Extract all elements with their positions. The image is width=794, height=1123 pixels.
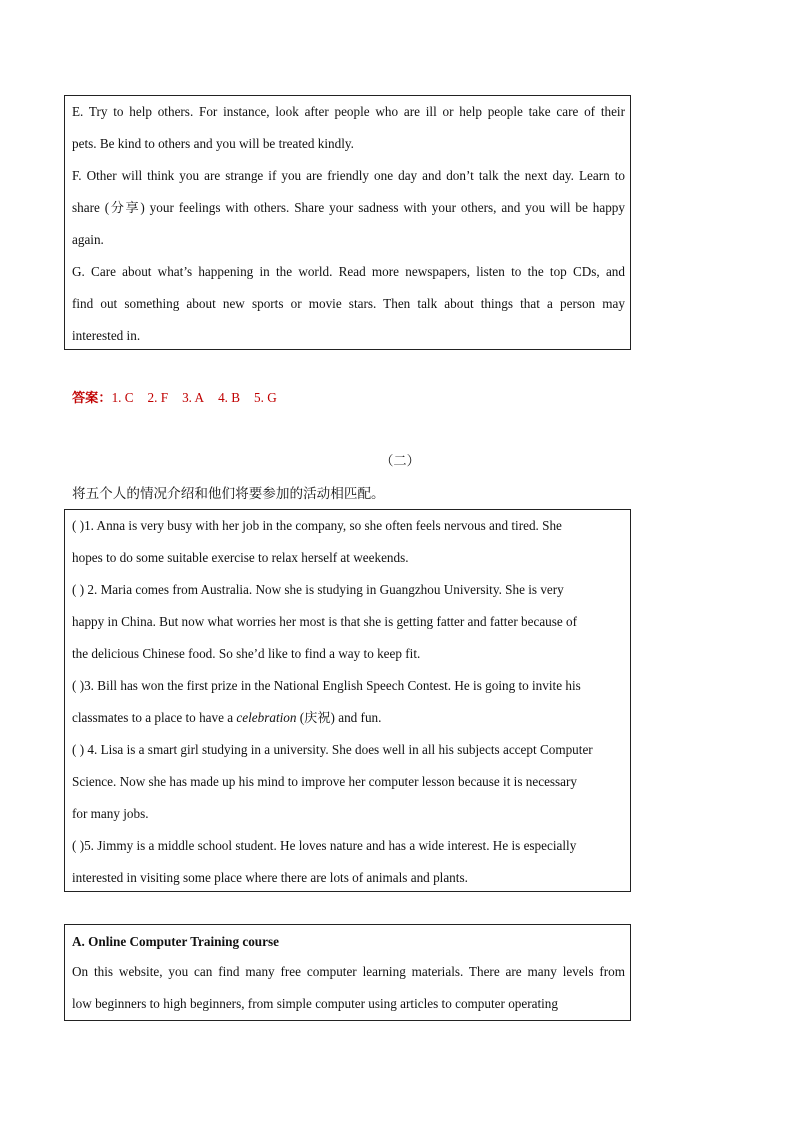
tip-e-line-2: pets. Be kind to others and you will be treated kindly. (72, 136, 354, 151)
person-3-line-1: ( )3. Bill has won the first prize in the National English Speech Contest. He is going to invite his (72, 678, 581, 693)
activity-a-title: A. Online Computer Training course (72, 934, 279, 949)
person-5-line-1: ( )5. Jimmy is a middle school student. He loves nature and has a wide interest. He is especially (72, 838, 577, 853)
answer-line (72, 382, 291, 414)
answer-item: 2. F (147, 390, 169, 405)
person-2-line-3: the delicious Chinese food. So she’d like to find a way to keep fit. (72, 646, 421, 661)
tip-e-line-1: E. Try to help others. For instance, look after people who are ill or help people take care of their (72, 104, 625, 119)
section-number-text: （二） (380, 453, 420, 468)
person-3-line-2-post: (庆祝) and fun. (296, 710, 382, 725)
person-4-line-2: Science. Now she has made up his mind to improve her computer lesson because it is necessary (72, 774, 578, 789)
answer-label: 答案： (72, 390, 112, 405)
section-instruction: 将五个人的情况介绍和他们将要参加的活动相匹配。 (72, 486, 385, 501)
person-1-line-2: hopes to do some suitable exercise to relax herself at weekends. (72, 550, 409, 565)
answer-item: 4. B (218, 390, 241, 405)
answer-item: 3. A (182, 390, 205, 405)
person-4-line-1: ( ) 4. Lisa is a smart girl studying in a university. She does well in all his subjects accept Computer (72, 742, 593, 757)
person-4-line-3: for many jobs. (72, 806, 149, 821)
section-number (0, 447, 794, 475)
tip-f-line-3: again. (72, 232, 104, 247)
person-2-line-1: ( ) 2. Maria comes from Australia. Now she is studying in Guangzhou University. She is very (72, 582, 564, 597)
text-box-activity-a (64, 924, 631, 1021)
activity-a-line-2: low beginners to high beginners, from simple computer using articles to computer operating (72, 996, 558, 1011)
tip-g-line-2: find out something about new sports or movie stars. Then talk about things that a person may (72, 296, 625, 311)
answer-item: 1. C (111, 390, 134, 405)
celebration-word: celebration (236, 710, 297, 725)
tip-f-line-1: F. Other will think you are strange if you are friendly one day and don’t talk the next day. Learn to (72, 168, 625, 183)
person-3-line-2 (72, 702, 625, 734)
tip-g-line-3: interested in. (72, 328, 141, 343)
tip-g-line-1: G. Care about what’s happening in the world. Read more newspapers, listen to the top CDs, and (72, 264, 625, 279)
text-box-tips (64, 95, 631, 350)
person-1-line-1: ( )1. Anna is very busy with her job in the company, so she often feels nervous and tired. She (72, 518, 562, 533)
answer-item: 5. G (254, 390, 277, 405)
text-box-people (64, 509, 631, 892)
person-5-line-2: interested in visiting some place where there are lots of animals and plants. (72, 870, 468, 885)
person-3-line-2-pre: classmates to a place to have a (72, 710, 237, 725)
tip-f-line-2: share (分享) your feelings with others. Share your sadness with your others, and you will be happy (72, 200, 625, 215)
activity-a-line-1: On this website, you can find many free computer learning materials. There are many levels from (72, 964, 625, 979)
person-2-line-2: happy in China. But now what worries her most is that she is getting fatter and fatter because of (72, 614, 578, 629)
